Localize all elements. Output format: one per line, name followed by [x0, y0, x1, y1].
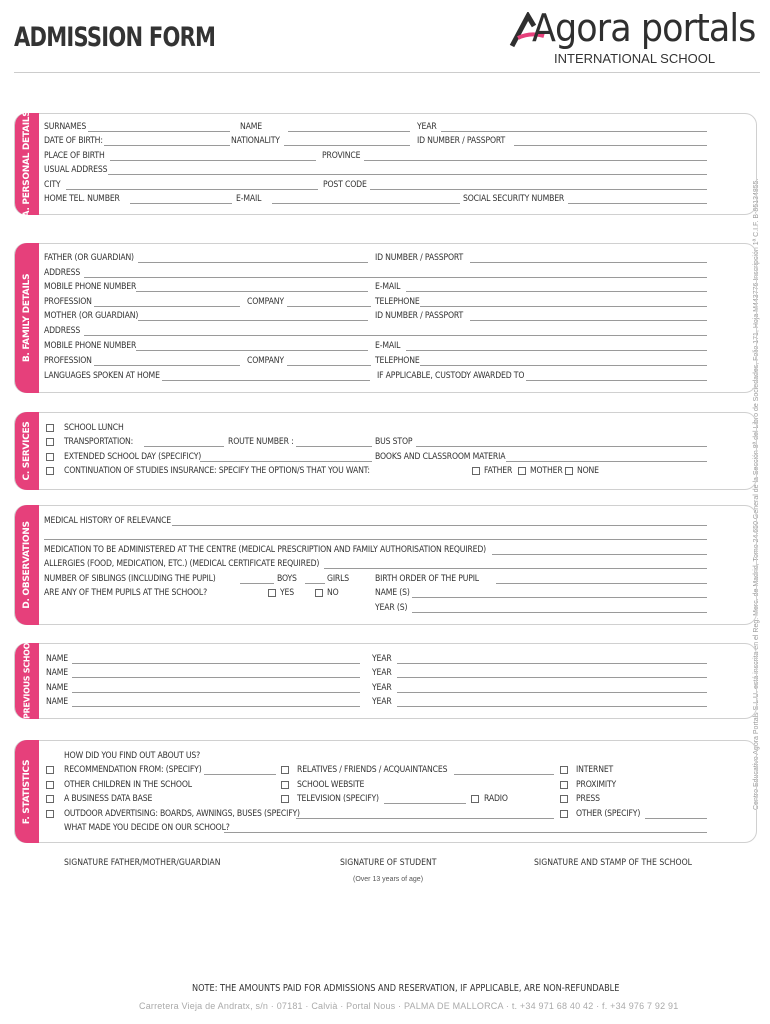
pupils-at-school-label: ARE ANY OF THEM PUPILS AT THE SCHOOL?: [44, 588, 208, 598]
school-year-label: YEAR: [372, 654, 392, 664]
insurance-none-label: NONE: [577, 466, 599, 476]
boys-field[interactable]: [240, 583, 274, 584]
press-checkbox[interactable]: [560, 795, 568, 803]
previous-school-row: [46, 652, 736, 666]
custody-label: IF APPLICABLE, CUSTODY AWARDED TO: [377, 371, 525, 381]
mother-telephone-label: TELEPHONE: [375, 356, 420, 366]
form-row: [44, 601, 734, 615]
form-row: [44, 134, 734, 148]
father-address-label: ADDRESS: [44, 268, 81, 278]
section-tab-label: F. STATISTICS: [22, 759, 32, 824]
section-tab-label: C. SERVICES: [22, 421, 32, 481]
internet-checkbox[interactable]: [560, 766, 568, 774]
radio-label: RADIO: [484, 794, 508, 804]
mother-email-field[interactable]: [406, 350, 707, 351]
pupils-yes-label: YES: [280, 588, 295, 598]
mother-profession-label: PROFESSION: [44, 356, 92, 366]
section-previous-schools: [14, 632, 757, 730]
insurance-checkbox[interactable]: [46, 467, 54, 475]
father-company-label: COMPANY: [247, 297, 284, 307]
home-tel-field[interactable]: [130, 203, 232, 204]
what-made-label: WHAT MADE YOU DECIDE ON OUR SCHOOL?: [64, 823, 230, 833]
school-lunch-checkbox[interactable]: [46, 424, 54, 432]
section-tab: [15, 412, 39, 490]
form-row: [44, 295, 734, 309]
father-telephone-field[interactable]: [420, 306, 707, 307]
dob-label: DATE OF BIRTH:: [44, 136, 103, 146]
medication-field[interactable]: [492, 554, 707, 555]
other-field[interactable]: [645, 818, 707, 819]
mother-mobile-field[interactable]: [136, 350, 368, 351]
other-label: OTHER (SPECIFY): [576, 809, 641, 819]
section-tab-label: E. PREVIOUS SCHOOLS: [22, 632, 32, 730]
school-year-field[interactable]: [397, 692, 707, 693]
what-made-field[interactable]: [224, 832, 707, 833]
mother-id-label: ID NUMBER / PASSPORT: [375, 311, 464, 321]
section-statistics: [14, 740, 757, 843]
previous-school-row: [46, 681, 736, 695]
pupils-no-checkbox[interactable]: [315, 589, 323, 597]
extended-day-checkbox[interactable]: [46, 453, 54, 461]
girls-field[interactable]: [305, 583, 325, 584]
website-checkbox[interactable]: [281, 781, 289, 789]
names-field[interactable]: [412, 597, 707, 598]
mother-email-label: E-MAIL: [375, 341, 401, 351]
transportation-label: TRANSPORTATION:: [64, 437, 134, 447]
header-divider: [14, 72, 760, 73]
mother-company-label: COMPANY: [247, 356, 284, 366]
dob-field[interactable]: [104, 145, 230, 146]
form-row: [44, 149, 734, 163]
logo-subtitle: INTERNATIONAL SCHOOL: [554, 51, 716, 66]
form-row: [44, 821, 734, 835]
form-row: [44, 528, 734, 542]
place-of-birth-label: PLACE OF BIRTH: [44, 151, 105, 161]
outdoor-field[interactable]: [296, 818, 554, 819]
father-telephone-label: TELEPHONE: [375, 297, 420, 307]
years-field[interactable]: [412, 612, 707, 613]
province-field[interactable]: [364, 160, 707, 161]
relatives-checkbox[interactable]: [281, 766, 289, 774]
school-name-field[interactable]: [72, 692, 360, 693]
relatives-label: RELATIVES / FRIENDS / ACQUAINTANCES: [297, 765, 448, 775]
section-personal-details: [14, 110, 757, 218]
mother-company-field[interactable]: [287, 365, 371, 366]
section-observations: [14, 505, 757, 625]
school-year-label: YEAR: [372, 668, 392, 678]
place-of-birth-field[interactable]: [110, 160, 316, 161]
form-row: [44, 586, 734, 600]
form-row: [44, 266, 734, 280]
refund-note: NOTE: THE AMOUNTS PAID FOR ADMISSIONS AND RESERVATION, IF APPLICABLE, ARE NON-REFUNDABLE: [192, 983, 620, 994]
school-name-label: NAME: [46, 683, 68, 693]
school-lunch-label: SCHOOL LUNCH: [64, 423, 124, 433]
father-mobile-label: MOBILE PHONE NUMBER: [44, 282, 137, 292]
form-row: [44, 572, 734, 586]
usual-address-label: USUAL ADDRESS: [44, 165, 108, 175]
social-security-label: SOCIAL SECURITY NUMBER: [463, 194, 565, 204]
name-label: NAME: [240, 122, 262, 132]
recommendation-field[interactable]: [204, 774, 276, 775]
other-children-label: OTHER CHILDREN IN THE SCHOOL: [64, 780, 192, 790]
school-logo: [506, 6, 758, 68]
section-tab: [15, 243, 39, 393]
books-label: BOOKS AND CLASSROOM MATERIA: [375, 452, 506, 462]
logo-text: Agora portals: [532, 6, 756, 50]
mother-id-field[interactable]: [470, 320, 707, 321]
medical-history-field[interactable]: [172, 525, 707, 526]
business-data-label: A BUSINESS DATA BASE: [64, 794, 153, 804]
form-row: [44, 464, 734, 478]
surnames-label: SURNAMES: [44, 122, 87, 132]
allergies-field[interactable]: [324, 568, 707, 569]
website-label: SCHOOL WEBSITE: [297, 780, 365, 790]
mother-telephone-field[interactable]: [420, 365, 707, 366]
mother-profession-field[interactable]: [94, 365, 240, 366]
father-label: FATHER (OR GUARDIAN): [44, 253, 134, 263]
press-label: PRESS: [576, 794, 600, 804]
previous-school-row: [46, 666, 736, 680]
school-year-label: YEAR: [372, 683, 392, 693]
school-name-field[interactable]: [72, 677, 360, 678]
father-mobile-field[interactable]: [136, 291, 368, 292]
nationality-field[interactable]: [284, 145, 410, 146]
languages-field[interactable]: [162, 380, 370, 381]
father-email-label: E-MAIL: [375, 282, 401, 292]
pupils-no-label: NO: [327, 588, 339, 598]
signature-parent-label: SIGNATURE FATHER/MOTHER/GUARDIAN: [64, 858, 221, 868]
insurance-label: CONTINUATION OF STUDIES INSURANCE: SPECIFY THE OPTION/S THAT YOU WANT:: [64, 466, 370, 476]
mother-address-field[interactable]: [84, 335, 707, 336]
section-tab: [15, 505, 39, 625]
mother-mobile-label: MOBILE PHONE NUMBER: [44, 341, 137, 351]
recommendation-label: RECOMMENDATION FROM: (SPECIFY): [64, 765, 202, 775]
father-address-field[interactable]: [84, 277, 707, 278]
father-profession-field[interactable]: [94, 306, 240, 307]
form-row: [44, 763, 734, 777]
form-row: [44, 543, 734, 557]
school-year-field[interactable]: [397, 706, 707, 707]
usual-address-field[interactable]: [108, 174, 707, 175]
form-row: [44, 324, 734, 338]
business-data-checkbox[interactable]: [46, 795, 54, 803]
form-row: [44, 792, 734, 806]
custody-field[interactable]: [526, 380, 707, 381]
section-tab-label: D. OBSERVATIONS: [22, 521, 32, 609]
insurance-none-checkbox[interactable]: [565, 467, 573, 475]
section-services: [14, 412, 757, 490]
school-year-field[interactable]: [397, 677, 707, 678]
languages-label: LANGUAGES SPOKEN AT HOME: [44, 371, 160, 381]
insurance-mother-checkbox[interactable]: [518, 467, 526, 475]
proximity-checkbox[interactable]: [560, 781, 568, 789]
year-label: YEAR: [417, 122, 437, 132]
allergies-label: ALLERGIES (FOOD, MEDICATION, ETC.) (MEDICAL CERTIFICATE REQUIRED): [44, 559, 320, 569]
form-row: [44, 309, 734, 323]
other-children-checkbox[interactable]: [46, 781, 54, 789]
city-label: CITY: [44, 180, 61, 190]
insurance-father-label: FATHER: [484, 466, 513, 476]
birth-order-label: BIRTH ORDER OF THE PUPIL: [375, 574, 479, 584]
form-row: [44, 280, 734, 294]
bus-stop-field[interactable]: [416, 446, 707, 447]
email-field[interactable]: [272, 203, 460, 204]
id-passport-label: ID NUMBER / PASSPORT: [417, 136, 506, 146]
form-row: [44, 435, 734, 449]
school-year-field[interactable]: [397, 663, 707, 664]
social-security-field[interactable]: [568, 203, 707, 204]
mother-address-label: ADDRESS: [44, 326, 81, 336]
form-row: [44, 421, 734, 435]
television-label: TELEVISION (SPECIFY): [297, 794, 379, 804]
proximity-label: PROXIMITY: [576, 780, 617, 790]
school-name-field[interactable]: [72, 706, 360, 707]
page-title: ADMISSION FORM: [14, 22, 216, 53]
form-row: [44, 339, 734, 353]
internet-label: INTERNET: [576, 765, 614, 775]
form-row: [44, 120, 734, 134]
transportation-checkbox[interactable]: [46, 438, 54, 446]
home-tel-label: HOME TEL. NUMBER: [44, 194, 120, 204]
surnames-field[interactable]: [88, 131, 230, 132]
names-label: NAME (S): [375, 588, 410, 598]
school-name-field[interactable]: [72, 663, 360, 664]
form-row: [44, 192, 734, 206]
signature-student-note: (Over 13 years of age): [353, 876, 424, 883]
mother-field[interactable]: [138, 320, 368, 321]
signature-student-label: SIGNATURE OF STUDENT: [340, 858, 437, 868]
form-row: [44, 807, 734, 821]
father-email-field[interactable]: [406, 291, 707, 292]
years-label: YEAR (S): [375, 603, 408, 613]
pupils-yes-checkbox[interactable]: [268, 589, 276, 597]
section-tab-label: A. PERSONAL DETAILS: [22, 110, 32, 218]
legal-side-note: Centro Educativo Agora Portals S.L.U. está inscrita en el Reg. Merc. de Madrid, Tomo 24.650 General de la Sección 8ª del Libro de Sociedades, Folio 171, Hoja M443776 Inscripción 1ª C.I.F. B-85134855.: [753, 178, 760, 810]
outdoor-checkbox[interactable]: [46, 810, 54, 818]
extended-day-field[interactable]: [200, 461, 372, 462]
form-row: [44, 163, 734, 177]
girls-label: GIRLS: [327, 574, 350, 584]
form-row: [44, 178, 734, 192]
section-family-details: [14, 243, 757, 393]
school-name-label: NAME: [46, 668, 68, 678]
mother-label: MOTHER (OR GUARDIAN): [44, 311, 139, 321]
form-row: [44, 369, 734, 383]
id-passport-field[interactable]: [514, 145, 707, 146]
school-year-label: YEAR: [372, 697, 392, 707]
section-tab: [15, 632, 39, 730]
post-code-label: POST CODE: [323, 180, 367, 190]
section-tab: [15, 740, 39, 843]
transportation-field[interactable]: [144, 446, 224, 447]
route-number-label: ROUTE NUMBER :: [228, 437, 294, 447]
insurance-mother-label: MOTHER: [530, 466, 563, 476]
father-id-label: ID NUMBER / PASSPORT: [375, 253, 464, 263]
previous-school-row: [46, 695, 736, 709]
books-field[interactable]: [506, 461, 707, 462]
medical-history-label: MEDICAL HISTORY OF RELEVANCE: [44, 516, 172, 526]
father-profession-label: PROFESSION: [44, 297, 92, 307]
radio-checkbox[interactable]: [471, 795, 479, 803]
form-row: [44, 251, 734, 265]
form-row: [44, 514, 734, 528]
name-field[interactable]: [288, 131, 410, 132]
father-company-field[interactable]: [287, 306, 371, 307]
how-found-label: HOW DID YOU FIND OUT ABOUT US?: [64, 751, 201, 761]
recommendation-checkbox[interactable]: [46, 766, 54, 774]
school-name-label: NAME: [46, 697, 68, 707]
email-label: E-MAIL: [236, 194, 262, 204]
siblings-label: NUMBER OF SIBLINGS (INCLUDING THE PUPIL): [44, 574, 216, 584]
form-row: [44, 354, 734, 368]
nationality-label: NATIONALITY: [231, 136, 280, 146]
medical-history-field-2[interactable]: [44, 539, 707, 540]
form-row: [44, 450, 734, 464]
form-row: [44, 557, 734, 571]
other-checkbox[interactable]: [560, 810, 568, 818]
city-field[interactable]: [66, 189, 318, 190]
school-name-label: NAME: [46, 654, 68, 664]
section-tab-label: B. FAMILY DETAILS: [22, 273, 32, 363]
year-field[interactable]: [441, 131, 707, 132]
route-number-field[interactable]: [296, 446, 372, 447]
section-tab: [15, 110, 39, 218]
medication-label: MEDICATION TO BE ADMINISTERED AT THE CENTRE (MEDICAL PRESCRIPTION AND FAMILY AUTHORISATION REQUIRED): [44, 545, 486, 555]
television-checkbox[interactable]: [281, 795, 289, 803]
form-row: [44, 778, 734, 792]
father-field[interactable]: [138, 262, 368, 263]
signature-school-label: SIGNATURE AND STAMP OF THE SCHOOL: [534, 858, 692, 868]
birth-order-field[interactable]: [496, 583, 707, 584]
post-code-field[interactable]: [370, 189, 707, 190]
outdoor-label: OUTDOOR ADVERTISING: BOARDS, AWNINGS, BUSES (SPECIFY): [64, 809, 300, 819]
province-label: PROVINCE: [322, 151, 361, 161]
boys-label: BOYS: [277, 574, 297, 584]
form-row: [44, 749, 734, 763]
father-id-field[interactable]: [470, 262, 707, 263]
extended-day-label: EXTENDED SCHOOL DAY (SPECIFICY): [64, 452, 202, 462]
bus-stop-label: BUS STOP: [375, 437, 413, 447]
footer-address: Carretera Vieja de Andratx, s/n · 07181 · Calvià · Portal Nous · PALMA DE MALLORCA · t. +34 971 68 40 42 · f. +34 976 7 92 91: [139, 1001, 679, 1011]
television-field[interactable]: [384, 803, 466, 804]
relatives-field[interactable]: [454, 774, 554, 775]
insurance-father-checkbox[interactable]: [472, 467, 480, 475]
